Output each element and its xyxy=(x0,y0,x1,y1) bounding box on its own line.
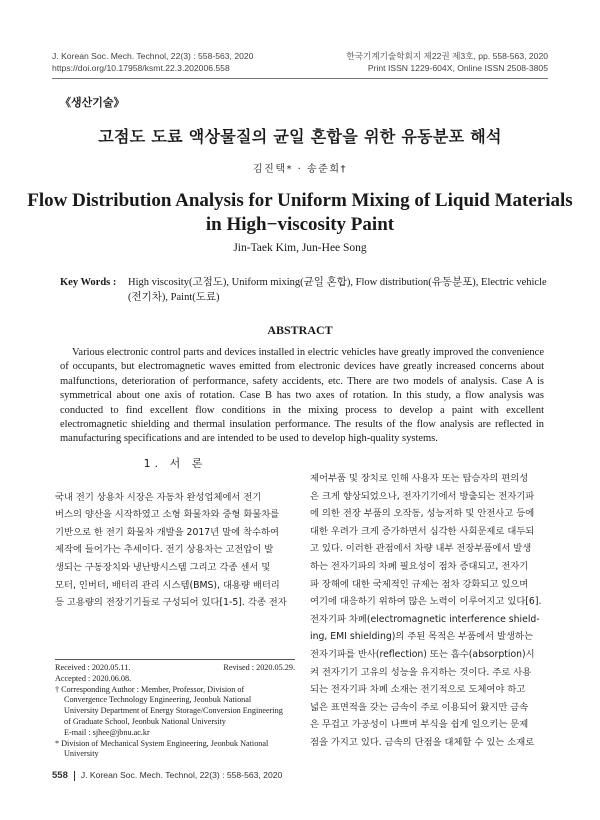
text-line: 넓은 표면적을 갖는 금속이 주로 이용되어 왔지만 금속 xyxy=(310,701,529,713)
text-line: ing, EMI shielding)의 주된 목적은 부품에서 발생하는 xyxy=(310,631,533,643)
text-line: 등 고용량의 전장기기들로 구성되어 있다[1-5]. 각종 전자 xyxy=(55,597,287,609)
footnote-line: of Graduate School, Jeonbuk National University xyxy=(64,716,226,726)
title-korean: 고점도 도료 액상물질의 균일 혼합을 위한 유동분포 해석 xyxy=(98,127,502,146)
page-number: 558 xyxy=(52,770,68,781)
footnote-line: University Department of Energy Storage/Conversion Engineering xyxy=(64,706,283,716)
text-line: 되는 전자기파 차폐 소재는 전기적으로 도체여야 하고 xyxy=(310,684,526,696)
running-header-left xyxy=(52,50,253,74)
authors-korean: 김진택* · 송준희† xyxy=(253,164,347,175)
footnote-divider xyxy=(55,659,295,660)
corresponding-author-note xyxy=(55,685,295,739)
body-column-left xyxy=(55,455,295,612)
text-line: 제어부품 및 장치로 인해 사용자 또는 탑승자의 편의성 xyxy=(310,473,529,484)
received-revised-row xyxy=(55,663,295,674)
text-line: 대한 우려가 크게 증가하면서 심각한 사회문제로 대두되 xyxy=(310,525,535,537)
text-line: 전자기파 차폐(electromagnetic interference shield- xyxy=(310,613,540,625)
page-footer xyxy=(52,770,282,781)
running-header-right xyxy=(346,50,548,74)
header-divider xyxy=(52,78,548,79)
text-line: 기반으로 한 전기 화물차 개발을 2017년 말에 착수하여 xyxy=(55,526,279,538)
text-line: 점을 가지고 있다. 금속의 단점을 대체할 수 있는 소재로 xyxy=(310,736,535,748)
keywords-line-1: High viscosity(고점도), Uniform mixing(균일 혼합), Flow distribution(유동분포), Electric vehicle xyxy=(128,277,547,288)
doi-link[interactable]: https://doi.org/10.17958/ksmt.22.3.202006.558 xyxy=(52,63,230,73)
keywords xyxy=(60,275,550,305)
text-line: 에 의한 전장 부품의 오작동, 성능저하 및 안전사고 등에 xyxy=(310,508,535,520)
revised-date: Revised : 2020.05.29. xyxy=(223,663,295,672)
text-line: 은 크게 향상되었으나, 전자기기에서 방출되는 전자기파 xyxy=(310,490,535,502)
text-line: 버스의 양산을 시작하였고 소형 화물차와 중형 화물차를 xyxy=(55,509,280,521)
title-english-line-1: Flow Distribution Analysis for Uniform Mixing of Liquid Materials xyxy=(27,190,573,211)
footnote-line: E-mail : sjhee@jbnu.ac.kr xyxy=(64,727,150,737)
journal-citation-korean: 한국기계기술학회지 제22권 제3호, pp. 558-563, 2020 xyxy=(346,51,548,61)
text-line: 고 있다. 이러한 관점에서 차량 내부 전장부품에서 발생 xyxy=(310,543,532,555)
footnotes xyxy=(55,663,295,760)
footer-journal: J. Korean Soc. Mech. Technol, 22(3) : 558-563, 2020 xyxy=(80,770,283,780)
affiliation-note xyxy=(55,739,295,761)
section-tag: 《생산기술》 xyxy=(60,96,125,109)
text-line: 전자기파를 반사(reflection) 또는 흡수(absorption)시 xyxy=(310,648,535,660)
text-line: 모터, 인버터, 배터리 관리 시스템(BMS), 대용량 배터리 xyxy=(55,579,280,591)
authors-english: Jin-Taek Kim, Jun-Hee Song xyxy=(233,242,367,254)
text-line: 여기에 대응하기 위하여 많은 노력이 이루어지고 있다[6]. xyxy=(310,596,542,608)
keywords-line-2: (전기차), Paint(도료) xyxy=(128,292,220,303)
accepted-date: Accepted : 2020.06.08. xyxy=(55,673,132,683)
keywords-label: Key Words : xyxy=(60,277,117,288)
title-english-line-2: in High−viscosity Paint xyxy=(205,214,395,235)
journal-citation: J. Korean Soc. Mech. Technol, 22(3) : 558-563, 2020 xyxy=(52,51,254,61)
text-line: 생되는 구동장치와 냉난방시스템 그리고 각종 센서 및 xyxy=(55,561,271,573)
intro-left-text xyxy=(55,489,295,612)
section-heading-introduction: 1. 서 론 xyxy=(143,457,207,470)
text-line: 파 장해에 대한 국제적인 규제는 점차 강화되고 있으며 xyxy=(310,578,529,590)
title-english xyxy=(0,189,600,237)
text-line: 하는 전자기파의 차폐 필요성이 점차 증대되고, 전자기 xyxy=(310,560,529,572)
text-line: 은 무겁고 가공성이 나쁘며 부식을 쉽게 일으키는 문제 xyxy=(310,719,529,731)
footer-separator xyxy=(74,771,75,781)
text-line: 켜 전자기기 고유의 성능을 유지하는 것이다. 주로 사용 xyxy=(310,666,532,678)
abstract-title: ABSTRACT xyxy=(267,323,333,337)
text-line: 국내 전기 상용차 시장은 자동차 완성업체에서 전기 xyxy=(55,491,262,503)
footnote-line: † Corresponding Author : Member, Professor, Division of xyxy=(55,684,245,694)
intro-right-text xyxy=(310,470,550,752)
footnote-line: * Division of Mechanical System Engineering, Jeonbuk National xyxy=(55,738,269,748)
received-date: Received : 2020.05.11. xyxy=(55,663,131,672)
abstract-body: Various electronic control parts and devices installed in electric vehicles have greatly improved the convenience of occupants, but electromagnetic waves emitted from electronic devices have greatly increased concerns about malfunctions, deterioration of performance, safety accidents, etc. There are two models of analysis. Case A is symmetrical about one axis of rotation. Case B has two axes of rotation. In this study, a flow analysis was conducted to find excellent flow conditions in the mixing process to develop a paint with excellent electromagnetic shielding and thermal insulation performance. The results of the flow analysis are reflected in manufacturing specifications and are intended to be used to develop high-quality systems. xyxy=(60,347,544,445)
text-line: 제작에 들어가는 추세이다. 전기 상용차는 고전압이 발 xyxy=(55,544,274,556)
footnote-line: Convergence Technology Engineering, Jeonbuk National xyxy=(64,695,252,705)
footnote-line: University xyxy=(64,749,99,759)
body-column-right xyxy=(310,470,550,752)
issn-line: Print ISSN 1229-604X, Online ISSN 2508-3805 xyxy=(367,63,548,73)
